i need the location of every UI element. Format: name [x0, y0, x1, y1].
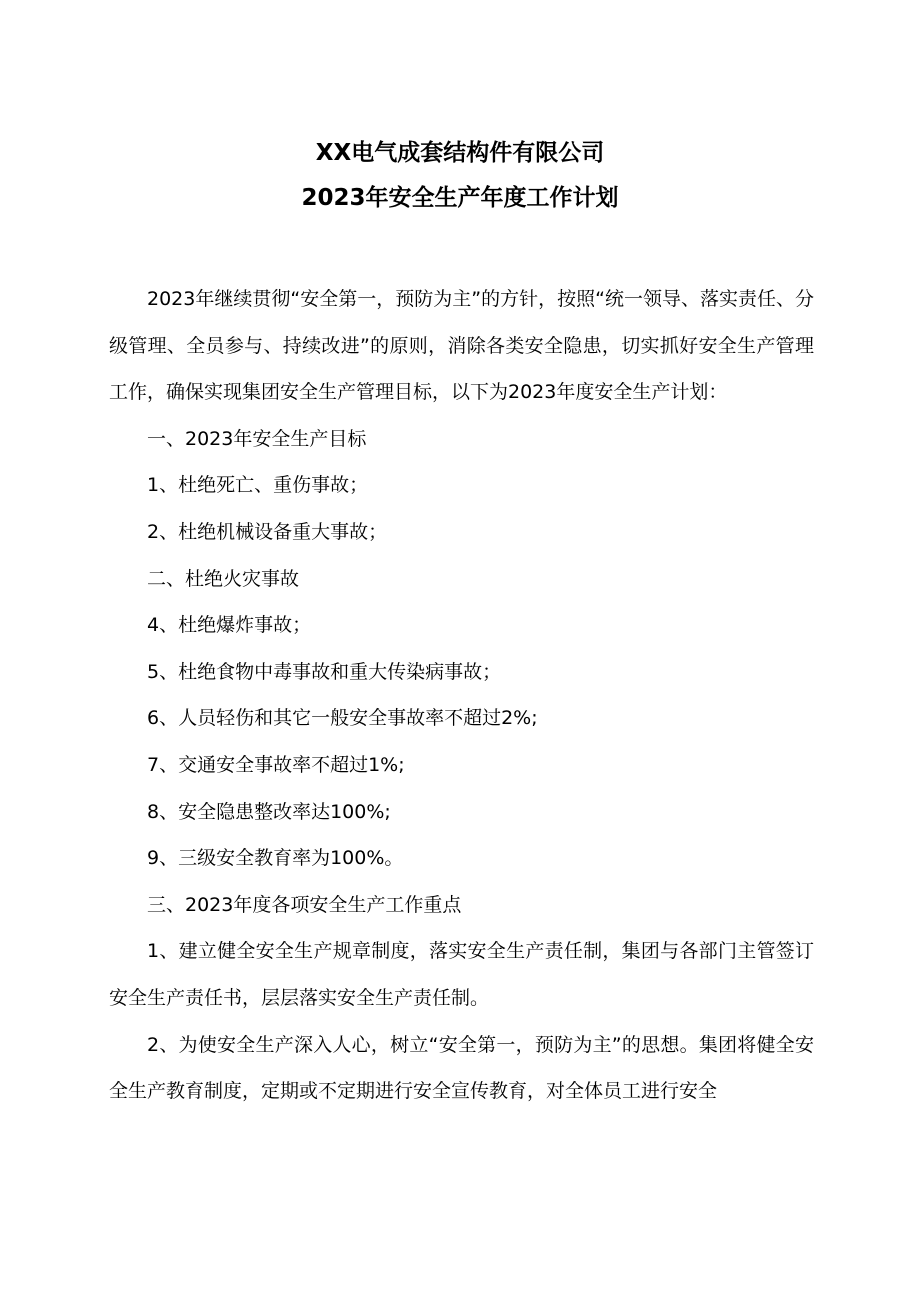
section-heading-goals: 一、2023年安全生产目标: [147, 427, 367, 450]
goal-item: 二、杜绝火灾事故: [147, 567, 300, 590]
document-title-company: XX电气成套结构件有限公司: [315, 140, 605, 166]
goal-item: 9、三级安全教育率为100%。: [147, 847, 404, 870]
section-heading-focus: 三、2023年度各项安全生产工作重点: [147, 893, 462, 916]
intro-paragraph: 2023年继续贯彻“安全第一，预防为主”的方针，按照“统一领导、落实责任、分级管理、全员参与、持续改进”的原则，消除各类安全隐患，切实抓好安全生产管理工作，确保实现集团安全生产管理目标，以下为2023年度安全生产计划：: [109, 288, 814, 404]
goal-item: 2、杜绝机械设备重大事故；: [147, 520, 388, 543]
document-body: [109, 276, 814, 1115]
goal-item: 5、杜绝食物中毒事故和重大传染病事故；: [147, 660, 502, 683]
document-title-plan: 2023年安全生产年度工作计划: [301, 185, 619, 211]
focus-paragraph: 2、为使安全生产深入人心，树立“安全第一，预防为主”的思想。集团将健全安全生产教育制度，定期或不定期进行安全宣传教育，对全体员工进行安全: [109, 1033, 814, 1103]
goal-item: 8、安全隐患整改率达100%;: [147, 800, 391, 823]
goal-item: 4、杜绝爆炸事故；: [147, 614, 312, 637]
goal-item: 1、杜绝死亡、重伤事故；: [147, 474, 369, 497]
goal-item: 7、交通安全事故率不超过1%;: [147, 753, 405, 776]
focus-paragraph: 1、建立健全安全生产规章制度，落实安全生产责任制，集团与各部门主管签订安全生产责任书，层层落实安全生产责任制。: [109, 940, 814, 1009]
goal-item: 6、人员轻伤和其它一般安全事故率不超过2%;: [147, 707, 538, 730]
